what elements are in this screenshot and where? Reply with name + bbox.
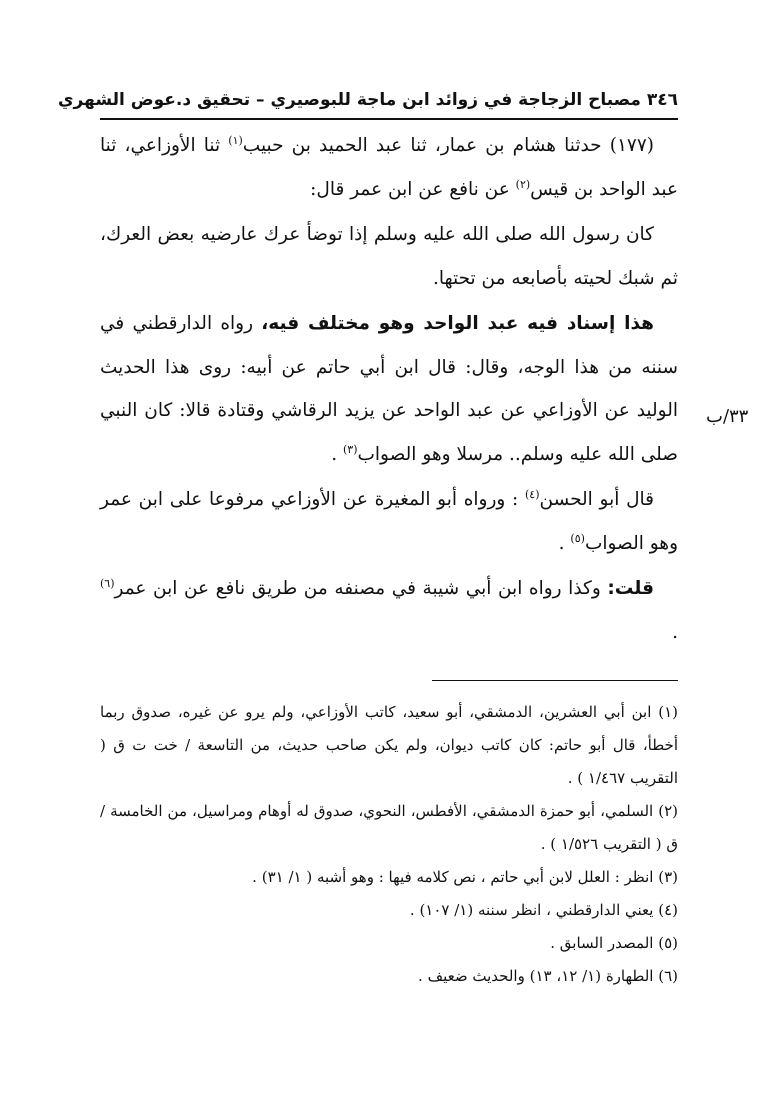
footnote-ref-6: (٦) [100,576,115,590]
isnad-text-part3: عن نافع عن ابن عمر قال: [310,178,516,200]
abu-al-hasan-end: . [558,532,571,554]
footnote-ref-4: (٤) [525,487,540,501]
footnote-ref-5: (٥) [570,531,585,545]
author-note-text: وكذا رواه ابن أبي شيبة في مصنفه من طريق نافع عن ابن عمر [114,578,608,599]
footnote-4: (٤) يعني الدارقطني ، انظر سننه (١/ ١٠٧) . [409,901,678,919]
author-note-bold-lead: قلت: [607,578,654,599]
footnote-3: (٣) انظر : العلل لابن أبي حاتم ، نص كلامه فيها : وهو أشبه ( ١/ ٣١) . [252,868,678,886]
hadith-matn-paragraph: كان رسول الله صلى الله عليه وسلم إذا توضأ عرك عارضيه بعض العرك، ثم شبك لحيته بأصابعه من تحتها. [100,224,678,289]
footnote-ref-3: (٣) [342,442,358,456]
footnote-separator [432,680,678,681]
abu-al-hasan-text-part2: : ورواه أبو المغيرة عن الأوزاعي مرفوعا على ابن عمر وهو الصواب [100,489,678,554]
running-header: ٣٤٦ مصباح الزجاجة في زوائد ابن ماجة للبوصيري – تحقيق د.عوض الشهري [57,90,678,110]
commentary-end: . [331,443,343,465]
commentary-text: رواه الدارقطني في سننه من هذا الوجه، وقال: قال ابن أبي حاتم عن أبيه: روى هذا الحديث الوليد عن الأوزاعي عن عبد الواحد عن يزيد الرقاشي وقتادة قالا: كان النبي صلى الله عليه وسلم.. مرسلا وهو الصواب [100,313,678,465]
author-note-end: . [672,621,678,643]
main-text [100,124,678,656]
footnote-ref-2: (٢) [515,177,531,191]
isnad-text-part1: (١٧٧) حدثنا هشام بن عمار، ثنا عبد الحميد بن حبيب [242,135,654,156]
footnote-6: (٦) الطهارة (١/ ١٢، ١٣) والحديث ضعيف . [418,967,678,985]
footnote-2: (٢) السلمي، أبو حمزة الدمشقي، الأفطس، النحوي، صدوق له أوهام ومراسيل، من الخامسة / ق ( التقريب ١/٥٢٦ ) . [100,802,678,853]
author-note-paragraph [100,567,678,654]
abu-al-hasan-text-part1: قال أبو الحسن [539,489,654,510]
hadith-isnad-paragraph [100,124,678,211]
manuscript-folio-marker: ٣٣/ب [706,406,749,427]
footnote-1: (١) ابن أبي العشرين، الدمشقي، أبو سعيد، كاتب الأوزاعي، ولم يرو عن غيره، صدوق ربما أخطأ، قال أبو حاتم: كان كاتب ديوان، ولم يكن صاحب حديث، من التاسعة / خت ت ق ( التقريب ١/٤٦٧ ) . [100,703,678,787]
header-rule [100,118,678,120]
footnotes [100,696,678,993]
footnote-ref-1: (١) [228,133,243,147]
abu-al-hasan-paragraph [100,478,678,565]
isnad-text-part2: ثنا الأوزاعي، ثنا عبد الواحد بن قيس [100,135,678,200]
commentary-paragraph [100,302,678,476]
footnote-5: (٥) المصدر السابق . [550,934,678,952]
commentary-bold-lead: هذا إسناد فيه عبد الواحد وهو مختلف فيه، [261,313,654,334]
